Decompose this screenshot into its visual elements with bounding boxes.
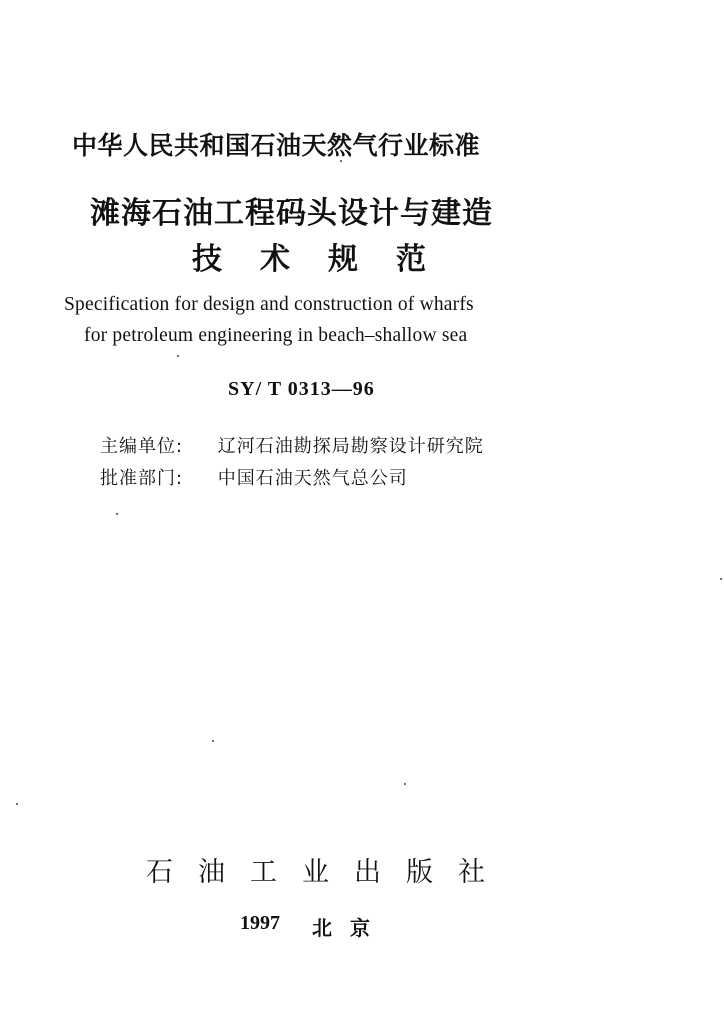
publisher-name: 石油工业出版社 <box>146 857 510 888</box>
document-subtitle: 技术规范 <box>192 242 464 277</box>
approver-label: 批准部门: <box>100 468 184 489</box>
scan-speck <box>177 355 179 357</box>
scan-speck <box>404 783 406 785</box>
editor-row <box>100 432 484 458</box>
standard-number: SY/ T 0313—96 <box>228 378 375 400</box>
publication-year: 1997 <box>240 912 280 934</box>
scan-speck <box>16 803 18 805</box>
english-title-line-2: for petroleum engineering in beach–shallow sea <box>84 325 468 346</box>
scan-speck <box>340 160 342 162</box>
editor-value: 辽河石油勘探局勘察设计研究院 <box>217 436 484 457</box>
editor-label: 主编单位: <box>100 436 184 457</box>
approver-value: 中国石油天然气总公司 <box>217 468 408 489</box>
scan-speck <box>212 740 214 742</box>
series-title: 中华人民共和国石油天然气行业标准 <box>72 131 481 160</box>
scan-speck <box>116 513 118 515</box>
approver-row <box>100 464 408 490</box>
scan-speck <box>720 578 722 580</box>
document-title: 滩海石油工程码头设计与建造 <box>90 196 493 231</box>
english-title-line-1: Specification for design and construction of wharfs <box>64 294 474 315</box>
publication-city: 北京 <box>312 916 388 940</box>
